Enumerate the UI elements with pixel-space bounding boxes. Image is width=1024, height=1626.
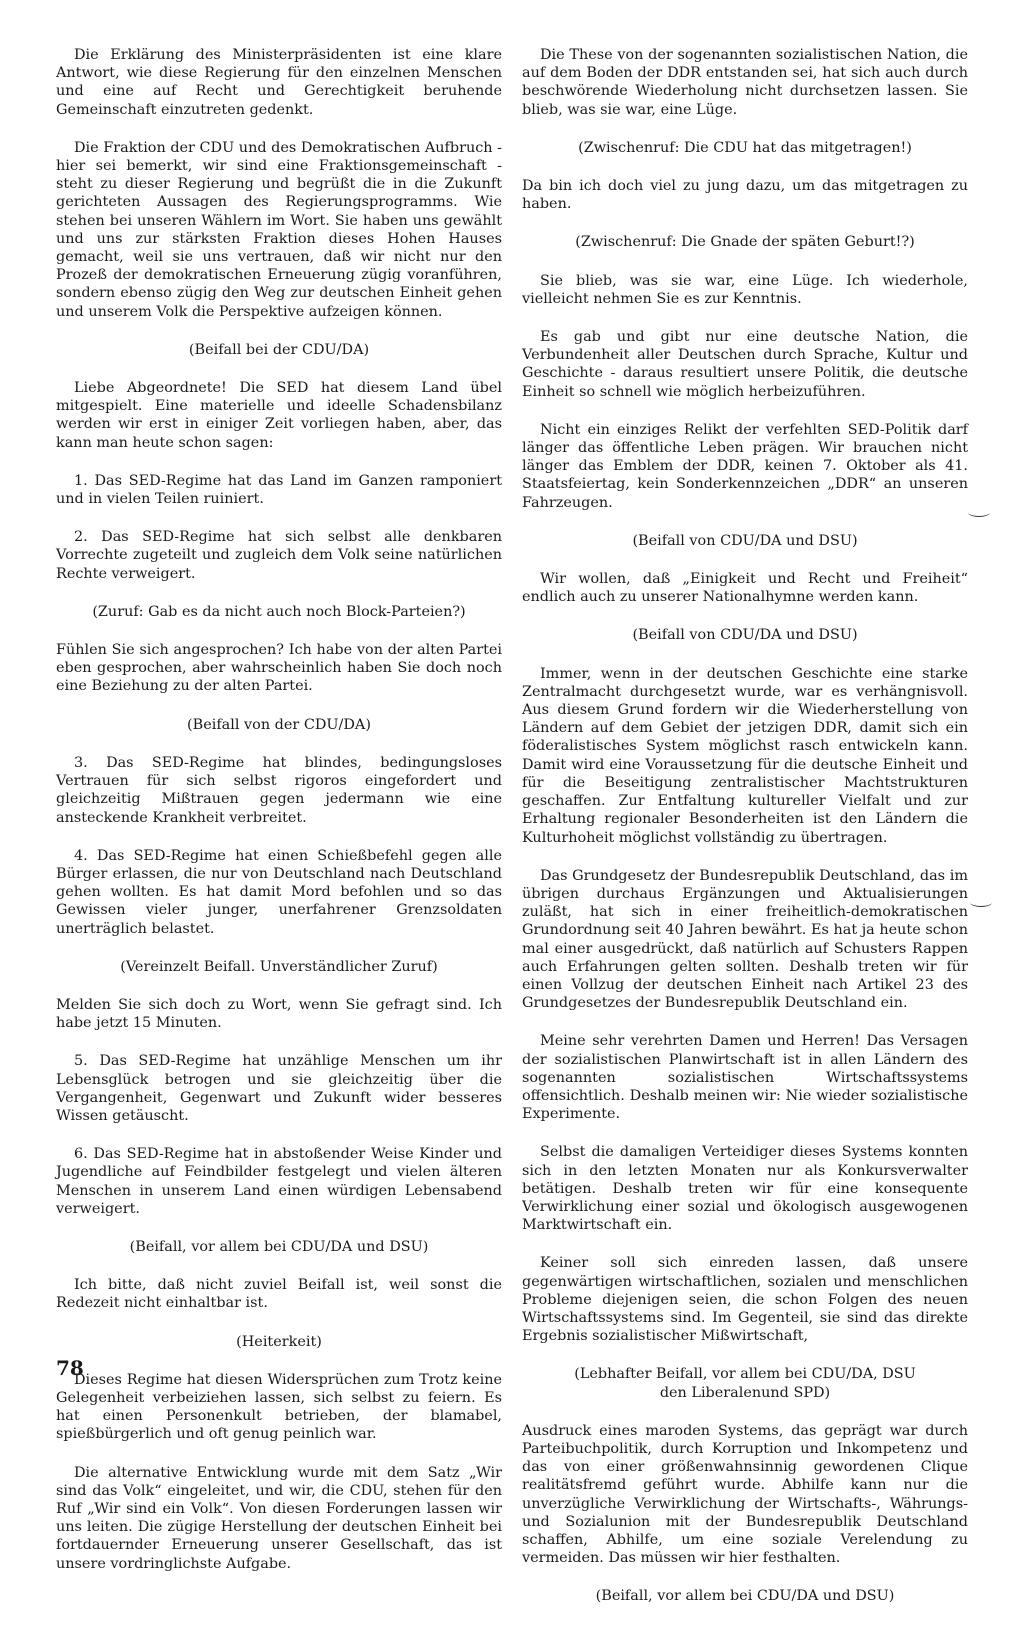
margin-mark <box>968 508 990 517</box>
list-item: 4. Das SED-Regime hat einen Schießbefehl gegen alle Bürger erlassen, die nur von Deutschland nach Deutschland gehen wollten. Es hat damit Mord befohlen und so das Gewissen vieler junger, unerfahrener Grenzsoldaten unerträglich belastet. <box>56 847 502 937</box>
left-column <box>56 46 502 1593</box>
interjection: (Beifall, vor allem bei CDU/DA und DSU) <box>595 1588 895 1605</box>
margin-mark <box>970 898 992 907</box>
interjection: (Beifall bei der CDU/DA) <box>188 341 370 358</box>
interjection: (Beifall, vor allem bei CDU/DA und DSU) <box>129 1238 429 1255</box>
interjection: (Vereinzelt Beifall. Unverständlicher Zuruf) <box>120 958 438 975</box>
paragraph: Sie blieb, was sie war, eine Lüge. Ich wiederhole, vielleicht nehmen Sie es zur Kenntnis. <box>522 272 968 307</box>
list-item: 2. Das SED-Regime hat sich selbst alle denkbaren Vorrechte zugeteilt und zugleich dem Volk seine natürlichen Rechte verweigert. <box>56 529 502 582</box>
page-number: 78 <box>56 1356 84 1380</box>
paragraph: Meine sehr verehrten Damen und Herren! Das Versagen der sozialistischen Planwirtschaft ist in allen Ländern des sogenannten sozialistischen Wirtschaftssystems offensichtlich. Deshalb meinen wir: Nie wieder sozialistische Experimente. <box>522 1033 968 1123</box>
paragraph: Melden Sie sich doch zu Wort, wenn Sie gefragt sind. Ich habe jetzt 15 Minuten. <box>56 996 502 1032</box>
paragraph: Dieses Regime hat diesen Widersprüchen zum Trotz keine Gelegenheit verbeiziehen lassen, sich selbst zu feiern. Es hat einen Personenkult betrieben, der blamabel, spießbürgerlich und oft genug peinlich war. <box>56 1371 502 1443</box>
paragraph: Es gab und gibt nur eine deutsche Nation, die Verbundenheit aller Deutschen durch Sprache, Kultur und Geschichte - daraus resultiert unsere Politik, die deutsche Einheit so schnell wie möglich herbeizuführen. <box>522 329 968 400</box>
interjection: (Zuruf: Gab es da nicht auch noch Block-Parteien?) <box>92 603 466 620</box>
paragraph: Ausdruck eines maroden Systems, das geprägt war durch Parteibuchpolitik, durch Korruption und Inkompetenz und das von einer größenwahnsinnig gewordenen Clique realitätsfremd geführt wurde. Abhilfe kann nur die unverzügliche Verwirklichung der Wirtschafts-, Währungs- und Sozialunion mit der Bundesrepublik Deutschland schaffen, Abhilfe, um eine soziale Verelendung zu vermeiden. Das müssen wir hier festhalten. <box>522 1422 968 1567</box>
paragraph: Da bin ich doch viel zu jung dazu, um das mitgetragen zu haben. <box>522 178 968 213</box>
paragraph: Keiner soll sich einreden lassen, daß unsere gegenwärtigen wirtschaftlichen, sozialen und menschlichen Probleme diejenigen seien, die schon Folgen des neuen Wirtschaftssystems sind. Im Gegenteil, sie sind das direkte Ergebnis sozialistischer Mißwirtschaft, <box>522 1255 968 1345</box>
paragraph: Die alternative Entwicklung wurde mit dem Satz „Wir sind das Volk“ eingeleitet, und wir, die CDU, stehen für den Ruf „Wir sind ein Volk“. Von diesen Forderungen lassen wir uns leiten. Die zügige Herstellung der deutschen Einheit bei fortdauernder Erneuerung unserer Gesellschaft, das ist unsere vordringlichste Aufgabe. <box>56 1464 502 1572</box>
paragraph: Immer, wenn in der deutschen Geschichte eine starke Zentralmacht durchgesetzt wurde, war es verhängnisvoll. Aus diesem Grund fordern wir die Wiederherstellung von Ländern auf dem Gebiet der jetzigen DDR, damit sich ein föderalistisches System möglichst rasch entwickeln kann. Damit wird eine Voraussetzung für die deutsche Einheit und für die Beseitigung zentralistischer Machtstrukturen geschaffen. Zur Entfaltung kultureller Vielfalt und zur Erhaltung regionaler Besonderheiten ist den Ländern die Kulturhoheit möglichst vollständig zu übertragen. <box>522 665 968 846</box>
paragraph: Das Grundgesetz der Bundesrepublik Deutschland, das im übrigen durchaus Ergänzungen und Aktualisierungen zuläßt, hat sich in einer freiheitlich-demokratischen Grundordnung seit 40 Jahren bewährt. Es hat ja heute schon mal einer ausgedrückt, daß natürlich auf Schusters Rappen auch Erfahrungen gelten sollten. Deshalb treten wir für einen Vollzug der deutschen Einheit nach Artikel 23 des Grundgesetzes der Bundesrepublik Deutschland ein. <box>522 867 968 1012</box>
paragraph: Liebe Abgeordnete! Die SED hat diesem Land übel mitgespielt. Eine materielle und ideelle Schadensbilanz werden wir erst in einiger Zeit vorliegen haben, aber, das kann man heute schon sagen: <box>56 380 502 451</box>
interjection: (Beifall von CDU/DA und DSU) <box>632 627 858 644</box>
paragraph: Fühlen Sie sich angesprochen? Ich habe von der alten Partei eben gesprochen, aber wahrscheinlich haben Sie doch noch eine Beziehung zu der alten Partei. <box>56 642 502 695</box>
interjection: (Zwischenruf: Die CDU hat das mitgetragen!) <box>578 139 912 156</box>
paragraph: Wir wollen, daß „Einigkeit und Recht und Freiheit“ endlich auch zu unserer Nationalhymne werden kann. <box>522 571 968 606</box>
interjection: (Beifall von der CDU/DA) <box>187 716 371 733</box>
paragraph: Selbst die damaligen Verteidiger dieses Systems konnten sich in den letzten Monaten nur als Konkursverwalter betätigen. Deshalb treten wir für eine konsequente Verwirklichung einer sozial und ökologisch ausgewogenen Marktwirtschaft ein. <box>522 1144 968 1234</box>
list-item: 6. Das SED-Regime hat in abstoßender Weise Kinder und Jugendliche auf Feindbilder festgelegt und vielen älteren Menschen in unserem Land einen würdigen Lebensabend verweigert. <box>56 1146 502 1217</box>
interjection: (Heiterkeit) <box>236 1333 322 1350</box>
paragraph: Nicht ein einziges Relikt der verfehlten SED-Politik darf länger das öffentliche Leben prägen. Wir brauchen nicht länger das Emblem der DDR, keinen 7. Oktober als 41. Staatsfeiertag, kein Sonderkennzeichen „DDR“ an unseren Fahrzeugen. <box>522 421 968 511</box>
right-column <box>522 46 968 1626</box>
paragraph: Die Erklärung des Ministerpräsidenten ist eine klare Antwort, wie diese Regierung für den einzelnen Menschen und eine auf Recht und Gerechtigkeit beruhende Gemeinschaft einzutreten gedenkt. <box>56 47 502 118</box>
paragraph: Ich bitte, daß nicht zuviel Beifall ist, weil sonst die Redezeit nicht einhaltbar ist. <box>56 1277 502 1312</box>
paragraph: Die Fraktion der CDU und des Demokratischen Aufbruch - hier sei bemerkt, wir sind eine Fraktionsgemeinschaft - steht zu dieser Regierung und begrüßt die in die Zukunft gerichteten Aussagen des Regierungsprogramms. Wie stehen bei unseren Wählern im Wort. Sie haben uns gewählt und uns zur stärksten Fraktion dieses Hohen Hauses gemacht, weil sie uns vertrauen, daß wir nicht nur den Prozeß der demokratischen Erneuerung zügig voranführen, sondern ebenso zügig den Weg zur deutschen Einheit gehen und unserem Volk die Perspektive aufzeigen können. <box>56 139 502 320</box>
list-item: 5. Das SED-Regime hat unzählige Menschen um ihr Lebensglück betrogen und sie gleichzeitig über die Vergangenheit, Gegenwart und Zukunft wider besseres Wissen getäuscht. <box>56 1053 502 1124</box>
list-item: 1. Das SED-Regime hat das Land im Ganzen ramponiert und in vielen Teilen ruiniert. <box>56 472 502 508</box>
interjection: (Zwischenruf: Die Gnade der späten Geburt!?) <box>575 234 915 251</box>
interjection: (Lebhafter Beifall, vor allem bei CDU/DA, DSU den Liberalenund SPD) <box>574 1366 916 1401</box>
paragraph: Die These von der sogenannten sozialistischen Nation, die auf dem Boden der DDR entstanden sei, hat sich auch durch beschwörende Wiederholung nicht durchsetzen lassen. Sie blieb, was sie war, eine Lüge. <box>522 47 968 118</box>
list-item: 3. Das SED-Regime hat blindes, bedingungsloses Vertrauen für sich selbst rigoros eingefordert und gleichzeitig Mißtrauen gegen jedermann wie eine ansteckende Krankheit verbreitet. <box>56 754 502 826</box>
interjection: (Beifall von CDU/DA und DSU) <box>632 532 858 549</box>
